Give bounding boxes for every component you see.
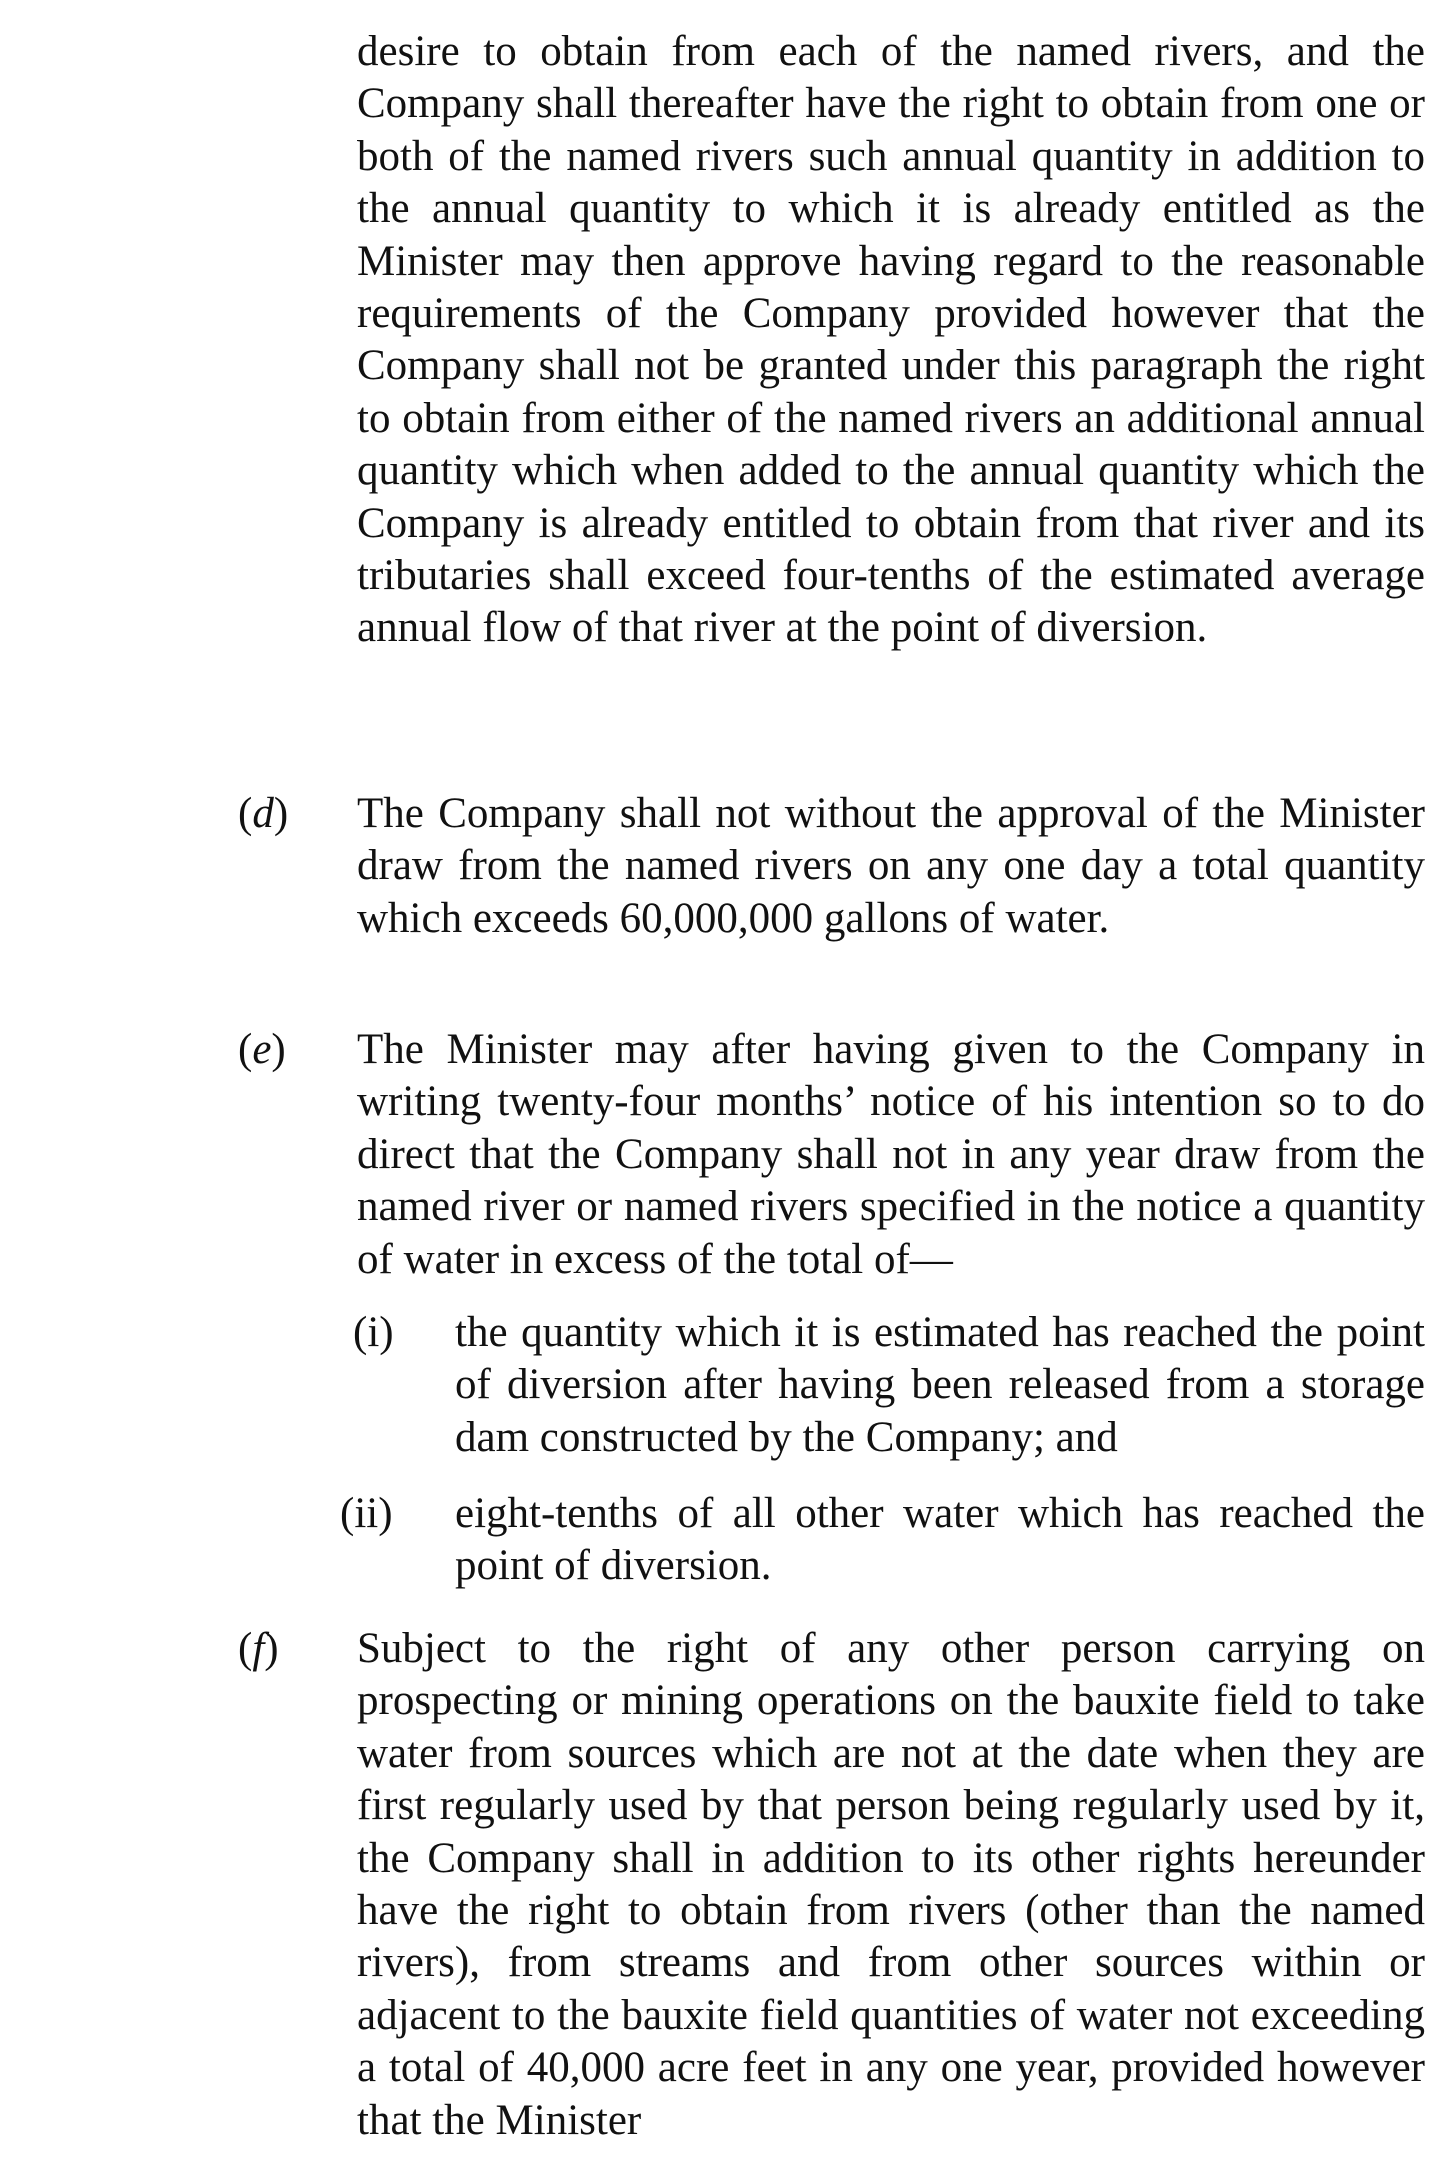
paragraph-f-text: Subject to the right of any other person carrying on prospecting or mining operations on the bauxite field to take water from sources which are not at the date when they are first regularly used by that person being regularly used by it, the Company shall in addition to its other rights hereunder have the right to obtain from rivers (other than the named rivers), from streams and from other sources within or adjacent to the bauxite field quantities of water not exceeding a total of 40,000 acre feet in any one year, provided however that the Minister [357,1625,1425,2144]
continuation-paragraph: desire to obtain from each of the named rivers, and the Company shall thereafter have the right to obtain from one or both of the named rivers such annual quantity in addition to the annual quantity to which it is already entitled as the Minister may then approve having regard to the reasonable requirements of the Company provided however that the Company shall not be granted under this paragraph the right to obtain from either of the named rivers an additional annual quantity which when added to the annual quantity which the Company is already entitled to obtain from that river and its tributaries shall exceed four-tenths of the estimated average annual flow of that river at the point of diversion. [357,28,1425,652]
subitem-i-label: (i) [353,1309,394,1356]
paragraph-e-label: (e) [238,1026,286,1073]
paragraph-e-text: The Minister may after having given to the Company in writing twenty-four months’ notice of his intention so to do direct that the Company shall not in any year draw from the named river or named rivers specified in the notice a quantity of water in excess of the total of— [357,1026,1425,1283]
paragraph-d-label: (d) [238,790,289,837]
paragraph-d-letter: d [252,790,274,837]
paragraph-f-letter: f [252,1625,265,1672]
subitem-ii-text: eight-tenths of all other water which has reached the point of diversion. [455,1490,1425,1590]
subitem-i-text: the quantity which it is estimated has reached the point of diversion after having been released from a storage dam constructed by the Company; and [455,1309,1425,1461]
paragraph-f-label: (f) [238,1625,279,1672]
paragraph-d-text: The Company shall not without the approval of the Minister draw from the named rivers on any one day a total quantity which exceeds 60,000,000 gallons of water. [357,790,1425,942]
paragraph-e-letter: e [252,1026,272,1073]
subitem-ii-label: (ii) [340,1490,393,1537]
